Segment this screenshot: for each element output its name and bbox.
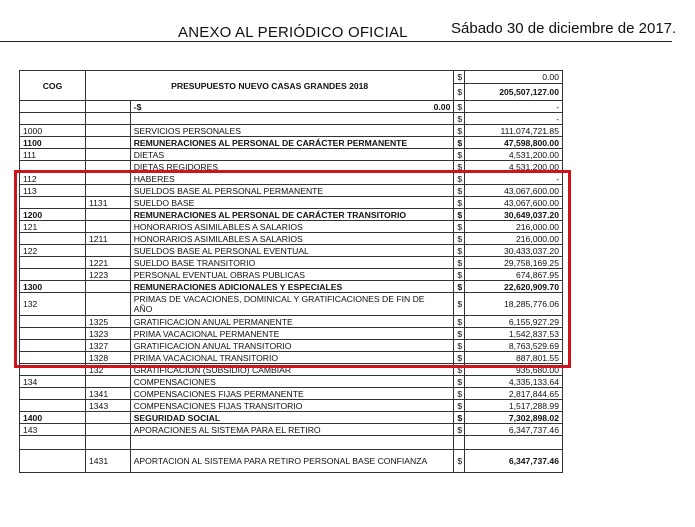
cell-currency: $ (454, 173, 465, 185)
cell-cog: 1400 (20, 412, 86, 424)
table-row (20, 185, 563, 197)
cell-amount: 6,347,737.46 (465, 450, 563, 473)
cell-desc-right: 0.00 (433, 101, 451, 112)
cell-amount: 7,302,898.02 (465, 412, 563, 424)
cell-desc: SUELDOS BASE AL PERSONAL EVENTUAL (130, 245, 454, 257)
cell-sub (86, 424, 131, 436)
cell-currency: $ (454, 245, 465, 257)
cell-sub (86, 281, 131, 293)
table-row (20, 281, 563, 293)
cell-amount: 47,598,800.00 (465, 137, 563, 149)
cell-currency: $ (454, 161, 465, 173)
cell-cog (20, 340, 86, 352)
cell-sub: 1325 (86, 316, 131, 328)
cell-amount: 30,433,037.20 (465, 245, 563, 257)
cell-desc-line: PRIMAS DE VACACIONES, DOMINICAL Y GRATIFICACIONES DE FIN DE (133, 294, 425, 304)
cell-amount: 1,542,837.53 (465, 328, 563, 340)
table-row (20, 197, 563, 209)
cell-currency: $ (454, 352, 465, 364)
cell-cog (20, 197, 86, 209)
table-row (20, 293, 563, 316)
cell-desc: COMPENSACIONES FIJAS TRANSITORIO (130, 400, 454, 412)
cell-cog: 112 (20, 173, 86, 185)
table-row (20, 149, 563, 161)
cell-sub: 1131 (86, 197, 131, 209)
cell-currency: $ (454, 450, 465, 473)
cell-desc: SEGURIDAD SOCIAL (130, 412, 454, 424)
cell-desc (130, 436, 454, 450)
cell-currency: $ (454, 209, 465, 221)
cell-currency: $ (454, 340, 465, 352)
header-date: Sábado 30 de diciembre de 2017. (451, 20, 677, 37)
cell-amount: 935,680.00 (465, 364, 563, 376)
col-header-cog: COG (20, 71, 86, 101)
cell-amount: 29,758,169.25 (465, 257, 563, 269)
cell-amount: 216,000.00 (465, 221, 563, 233)
table-row (20, 412, 563, 424)
table-row (20, 161, 563, 173)
cell-cog (20, 257, 86, 269)
table-row (20, 316, 563, 328)
cell-cog: 1300 (20, 281, 86, 293)
cell-desc: PRIMA VACACIONAL PERMANENTE (130, 328, 454, 340)
cell-cog: 143 (20, 424, 86, 436)
cell-currency: $ (454, 233, 465, 245)
cell-cog (20, 388, 86, 400)
cell-currency: $ (454, 149, 465, 161)
cell-desc: HONORARIOS ASIMILABLES A SALARIOS (130, 233, 454, 245)
cell-sub: 1328 (86, 352, 131, 364)
cell-currency: $ (454, 137, 465, 149)
table-row (20, 221, 563, 233)
cell-cog (20, 161, 86, 173)
cell-sub (86, 101, 131, 113)
cell-cog: 122 (20, 245, 86, 257)
header-currency: $ (454, 84, 465, 101)
cell-cog: 111 (20, 149, 86, 161)
cell-sub: 1211 (86, 233, 131, 245)
cell-currency: $ (454, 328, 465, 340)
cell-currency: $ (454, 293, 465, 316)
cell-desc: APORACIONES AL SISTEMA PARA EL RETIRO (130, 424, 454, 436)
cell-desc: DIETAS REGIDORES (130, 161, 454, 173)
cell-sub (86, 293, 131, 316)
table-row (20, 173, 563, 185)
header-currency: $ (454, 71, 465, 84)
cell-cog (20, 436, 86, 450)
cell-sub (86, 185, 131, 197)
table-row (20, 209, 563, 221)
cell-currency: $ (454, 412, 465, 424)
cell-cog (20, 400, 86, 412)
table-row (20, 364, 563, 376)
cell-sub: 1221 (86, 257, 131, 269)
table-header-row (20, 71, 563, 84)
cell-sub: 1431 (86, 450, 131, 473)
cell-desc: GRATIFICACION (SUBSIDIO) CAMBIAR (130, 364, 454, 376)
table-row (20, 340, 563, 352)
cell-desc: REMUNERACIONES AL PERSONAL DE CARÁCTER PERMANENTE (130, 137, 454, 149)
cell-desc: SUELDO BASE TRANSITORIO (130, 257, 454, 269)
cell-currency: $ (454, 281, 465, 293)
cell-amount: 4,531,200.00 (465, 161, 563, 173)
cell-currency: $ (454, 376, 465, 388)
cell-amount: 111,074,721.85 (465, 125, 563, 137)
table-row (20, 125, 563, 137)
cell-amount: 2,817,844.65 (465, 388, 563, 400)
cell-cog: 121 (20, 221, 86, 233)
cell-desc: REMUNERACIONES AL PERSONAL DE CARÁCTER TRANSITORIO (130, 209, 454, 221)
table-row (20, 101, 563, 113)
cell-desc: HABERES (130, 173, 454, 185)
cell-desc: PRIMA VACACIONAL TRANSITORIO (130, 352, 454, 364)
cell-desc: DIETAS (130, 149, 454, 161)
cell-sub (86, 436, 131, 450)
cell-desc: APORTACION AL SISTEMA PARA RETIRO PERSONAL BASE CONFIANZA (130, 450, 454, 473)
cell-currency: $ (454, 364, 465, 376)
cell-amount: - (465, 173, 563, 185)
table-row (20, 352, 563, 364)
cell-cog: 134 (20, 376, 86, 388)
cell-desc: SERVICIOS PERSONALES (130, 125, 454, 137)
cell-amount: 22,620,909.70 (465, 281, 563, 293)
table-row (20, 388, 563, 400)
table-row (20, 400, 563, 412)
cell-currency: $ (454, 221, 465, 233)
cell-desc: HONORARIOS ASIMILABLES A SALARIOS (130, 221, 454, 233)
cell-sub (86, 412, 131, 424)
cell-cog: 1000 (20, 125, 86, 137)
cell-cog: 1100 (20, 137, 86, 149)
cell-currency: $ (454, 197, 465, 209)
cell-desc: PERSONAL EVENTUAL OBRAS PUBLICAS (130, 269, 454, 281)
cell-currency: $ (454, 269, 465, 281)
cell-amount: 4,531,200.00 (465, 149, 563, 161)
cell-cog (20, 352, 86, 364)
cell-sub: 1327 (86, 340, 131, 352)
cell-sub: 1323 (86, 328, 131, 340)
cell-desc: REMUNERACIONES ADICIONALES Y ESPECIALES (130, 281, 454, 293)
cell-cog (20, 113, 86, 125)
cell-currency: $ (454, 125, 465, 137)
cell-cog (20, 328, 86, 340)
cell-currency: $ (454, 400, 465, 412)
cell-desc-left: -$ (133, 101, 142, 112)
table-row (20, 436, 563, 450)
cell-cog (20, 101, 86, 113)
cell-amount: 4,335,133.64 (465, 376, 563, 388)
table-row (20, 245, 563, 257)
cell-desc-line: AÑO (133, 304, 153, 314)
cell-sub: 1223 (86, 269, 131, 281)
page-header (0, 0, 695, 42)
table-row (20, 137, 563, 149)
cell-amount: - (465, 113, 563, 125)
table-row (20, 376, 563, 388)
table-row (20, 233, 563, 245)
cell-cog (20, 364, 86, 376)
cell-desc (130, 101, 454, 113)
table-row (20, 257, 563, 269)
cell-desc: GRATIFICACION ANUAL TRANSITORIO (130, 340, 454, 352)
cell-cog: 1200 (20, 209, 86, 221)
cell-currency (454, 436, 465, 450)
table-row (20, 328, 563, 340)
header-title: ANEXO AL PERIÓDICO OFICIAL (178, 24, 408, 41)
header-amount: 205,507,127.00 (465, 84, 563, 101)
cell-amount: 30,649,037.20 (465, 209, 563, 221)
table-row (20, 424, 563, 436)
cell-sub (86, 149, 131, 161)
cell-desc: COMPENSACIONES (130, 376, 454, 388)
cell-currency: $ (454, 113, 465, 125)
cell-amount: 18,285,776.06 (465, 293, 563, 316)
cell-sub: 1343 (86, 400, 131, 412)
cell-sub (86, 209, 131, 221)
header-rule (0, 41, 672, 42)
cell-desc (130, 113, 454, 125)
cell-cog (20, 450, 86, 473)
table-row (20, 269, 563, 281)
cell-amount: 1,517,288.99 (465, 400, 563, 412)
cell-cog (20, 233, 86, 245)
header-amount: 0.00 (465, 71, 563, 84)
cell-sub: 1341 (86, 388, 131, 400)
cell-sub (86, 376, 131, 388)
cell-cog (20, 316, 86, 328)
cell-amount (465, 436, 563, 450)
cell-currency: $ (454, 424, 465, 436)
cell-sub (86, 113, 131, 125)
cell-desc: SUELDOS BASE AL PERSONAL PERMANENTE (130, 185, 454, 197)
table-row (20, 113, 563, 125)
budget-table-body (20, 71, 563, 473)
cell-sub (86, 245, 131, 257)
cell-sub: 132 (86, 364, 131, 376)
budget-table (19, 70, 563, 473)
cell-cog: 113 (20, 185, 86, 197)
cell-sub (86, 161, 131, 173)
cell-sub (86, 221, 131, 233)
table-row (20, 450, 563, 473)
cell-currency: $ (454, 388, 465, 400)
cell-sub (86, 137, 131, 149)
cell-currency: $ (454, 101, 465, 113)
cell-currency: $ (454, 257, 465, 269)
cell-desc: GRATIFICACION ANUAL PERMANENTE (130, 316, 454, 328)
cell-cog (20, 269, 86, 281)
cell-amount: 6,347,737.46 (465, 424, 563, 436)
cell-amount: - (465, 101, 563, 113)
cell-currency: $ (454, 316, 465, 328)
cell-currency: $ (454, 185, 465, 197)
cell-desc: COMPENSACIONES FIJAS PERMANENTE (130, 388, 454, 400)
cell-sub (86, 173, 131, 185)
cell-amount: 43,067,600.00 (465, 185, 563, 197)
cell-amount: 887,801.55 (465, 352, 563, 364)
cell-amount: 8,763,529.69 (465, 340, 563, 352)
cell-sub (86, 125, 131, 137)
cell-amount: 216,000.00 (465, 233, 563, 245)
cell-desc (130, 293, 454, 316)
col-header-title: PRESUPUESTO NUEVO CASAS GRANDES 2018 (86, 71, 454, 101)
cell-desc: SUELDO BASE (130, 197, 454, 209)
cell-amount: 674,867.95 (465, 269, 563, 281)
cell-amount: 6,155,927.29 (465, 316, 563, 328)
cell-cog: 132 (20, 293, 86, 316)
cell-amount: 43,067,600.00 (465, 197, 563, 209)
